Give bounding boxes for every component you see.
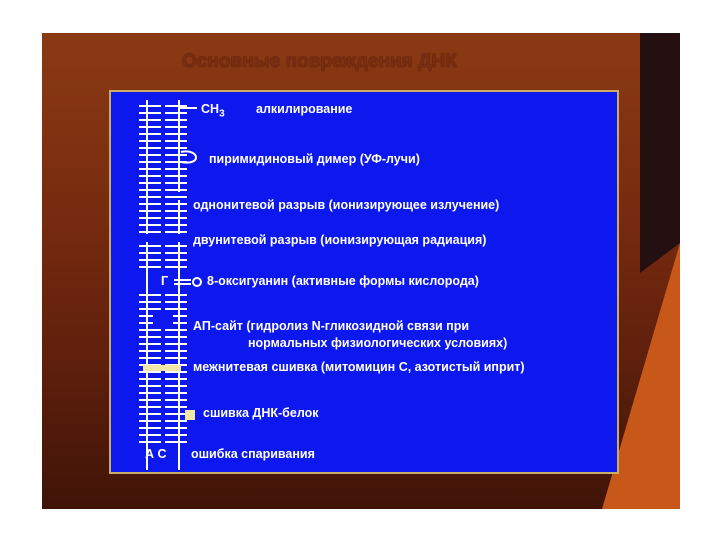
- crosslink-bar: [143, 365, 181, 371]
- label-ap-site-line2: нормальных физиологических условиях): [248, 336, 508, 350]
- dna-damage-panel: [109, 90, 619, 474]
- slide: [42, 33, 680, 509]
- dna-protein-block: [185, 410, 195, 420]
- label-alkylation: алкилирование: [256, 102, 353, 116]
- methyl-mark: $CH_3$: [201, 102, 225, 120]
- label-mismatch: ошибка спаривания: [191, 447, 315, 461]
- label-oxoguanine: 8-оксигуанин (активные формы кислорода): [207, 274, 479, 288]
- pyrimidine-dimer-loop: [181, 151, 196, 162]
- guanine-mark: Г: [161, 274, 169, 288]
- label-single-strand-break: однонитевой разрыв (ионизирующее излучение): [193, 198, 500, 212]
- label-dna-protein-crosslink: сшивка ДНК-белок: [203, 406, 319, 420]
- label-interstrand-crosslink: межнитевая сшивка (митомицин С, азотистый иприт): [193, 360, 525, 374]
- oxoguanine-oxygen: [193, 278, 201, 286]
- label-ap-site-line1: АП-сайт (гидролиз N-гликозидной связи при: [193, 319, 470, 333]
- mismatch-mark: А С: [145, 447, 167, 461]
- label-double-strand-break: двунитевой разрыв (ионизирующая радиация): [193, 233, 487, 247]
- label-pyrimidine-dimer: пиримидиновый димер (УФ-лучи): [209, 152, 420, 166]
- slide-title: Основные повреждения ДНК: [182, 51, 457, 72]
